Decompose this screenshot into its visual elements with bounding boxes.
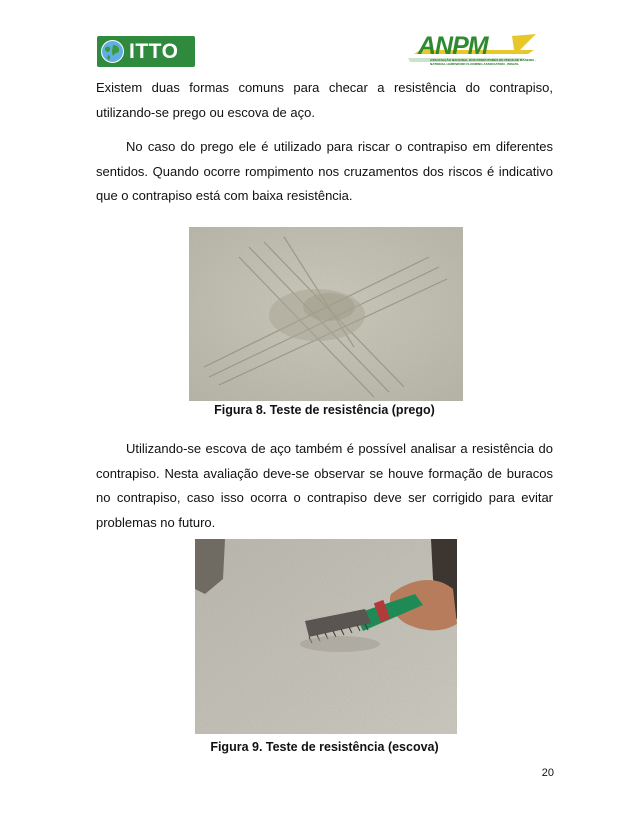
paragraph-1: Existem duas formas comuns para checar a resistência do contrapiso, utilizando-se prego ou escova de aço. [96,80,553,120]
anpm-logo-text: ANPM [418,32,488,60]
figure-8-photo [189,227,463,401]
itto-logo [97,36,195,67]
globe-icon [100,39,125,64]
itto-logo-text: ITTO [129,40,179,63]
anpm-logo [408,30,542,72]
paragraph-2: No caso do prego ele é utilizado para riscar o contrapiso em diferentes sentidos. Quando ocorre rompimento nos cruzamentos dos riscos é indicativo que o contrapiso está com baixa resistência. [96,139,553,203]
page-number: 20 [541,767,554,779]
figure-9-caption: Figura 9. Teste de resistência (escova) [210,740,439,754]
anpm-logo-subtitle: ASSOCIAÇÃO NACIONAL DOS PRODUTORES DE PISOS DE MADEIRA · NATIONAL HARDWOOD FLOORING ASSOCIATION - BRAZIL [430,58,536,66]
figure-9-photo [195,539,457,734]
paragraph-3: Utilizando-se escova de aço também é possível analisar a resistência do contrapiso. Nesta avaliação deve-se observar se houve formação de buracos no contrapiso, caso isso ocorra o contrapiso deve ser corrigido para evitar problemas no futuro. [96,441,553,530]
figure-8-caption: Figura 8. Teste de resistência (prego) [214,403,435,417]
